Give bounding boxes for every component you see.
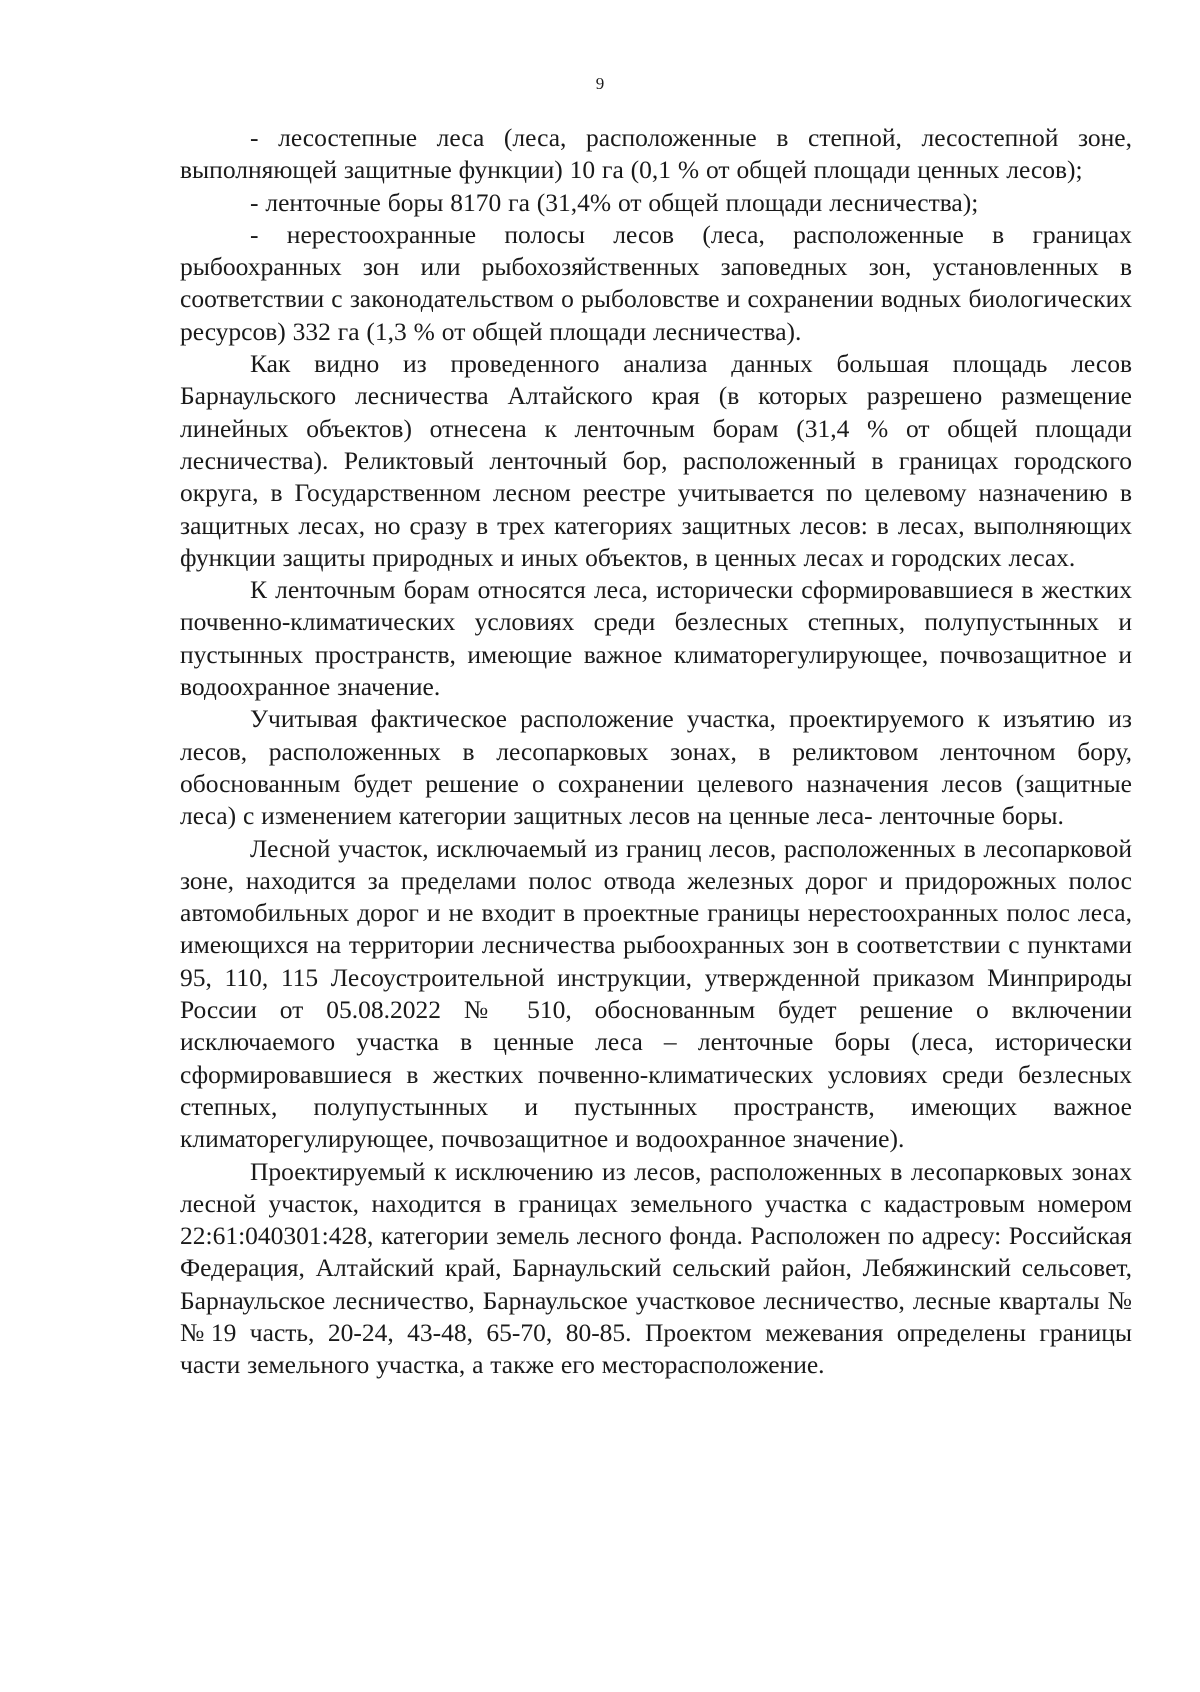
paragraph-ribbon-forest-definition: К ленточным борам относятся леса, исторически сформировавшиеся в жестких почвенно-климатических условиях среди безлесных степных, полупустынных и пустынных пространств, имеющие важное климаторегулирующее, почвозащитное и водоохранное значение. xyxy=(180,575,1132,702)
paragraph-decision-category: Учитывая фактическое расположение участка, проектируемого к изъятию из лесов, расположенных в лесопарковых зонах, в реликтовом ленточном бору, обоснованным будет решение о сохранении целевого назначения лесов (защитные леса) с изменением категории защитных лесов на ценные леса- ленточные боры. xyxy=(180,704,1132,831)
paragraph-ribbon-forests: - ленточные боры 8170 га (31,4% от общей площади лесничества); xyxy=(250,187,979,217)
paragraph-excluded-plot: Лесной участок, исключаемый из границ лесов, расположенных в лесопарковой зоне, находится за пределами полос отвода железных дорог и придорожных полос автомобильных дорог и не входит в проектные границы нерестоохранных полос леса, имеющихся на территории лесничества рыбоохранных зон в соответствии с пунктами 95, 110, 115 Лесоустроительной инструкции, утвержденной приказом Минприроды России от 05.08.2022 № 510, обоснованным будет решение о включении исключаемого участка в ценные леса – ленточные боры (леса, исторически сформировавшиеся в жестких почвенно-климатических условиях среди безлесных степных, полупустынных и пустынных пространств, имеющих важное климаторегулирующее, почвозащитное и водоохранное значение). xyxy=(180,833,1132,1154)
paragraph-spawning-protection: - нерестоохранные полосы лесов (леса, расположенные в границах рыбоохранных зон или рыбохозяйственных заповедных зон, установленных в соответствии с законодательством о рыболовстве и сохранении водных биологических ресурсов) 332 га (1,3 % от общей площади лесничества). xyxy=(180,219,1132,346)
paragraph-plot-location: Проектируемый к исключению из лесов, расположенных в лесопарковых зонах лесной участок, находится в границах земельного участка с кадастровым номером 22:61:040301:428, категории земель лесного фонда. Расположен по адресу: Российская Федерация, Алтайский край, Барнаульский сельский район, Лебяжинский сельсовет, Барнаульское лесничество, Барнаульское участковое лесничество, лесные кварталы №№19 часть, 20-24, 43-48, 65-70, 80-85. Проектом межевания определены границы части земельного участка, а также его месторасположение. xyxy=(180,1156,1132,1380)
document-body xyxy=(180,122,1132,1382)
paragraph-forest-steppe: - лесостепные леса (леса, расположенные в степной, лесостепной зоне, выполняющей защитные функции) 10 га (0,1 % от общей площади ценных лесов); xyxy=(180,123,1132,185)
paragraph-analysis: Как видно из проведенного анализа данных большая площадь лесов Барнаульского лесничества Алтайского края (в которых разрешено размещение линейных объектов) отнесена к ленточным борам (31,4 % от общей площади лесничества). Реликтовый ленточный бор, расположенный в границах городского округа, в Государственном лесном реестре учитывается по целевому назначению в защитных лесах, но сразу в трех категориях защитных лесов: в лесах, выполняющих функции защиты природных и иных объектов, в ценных лесах и городских лесах. xyxy=(180,349,1132,572)
page-number: 9 xyxy=(595,74,605,93)
